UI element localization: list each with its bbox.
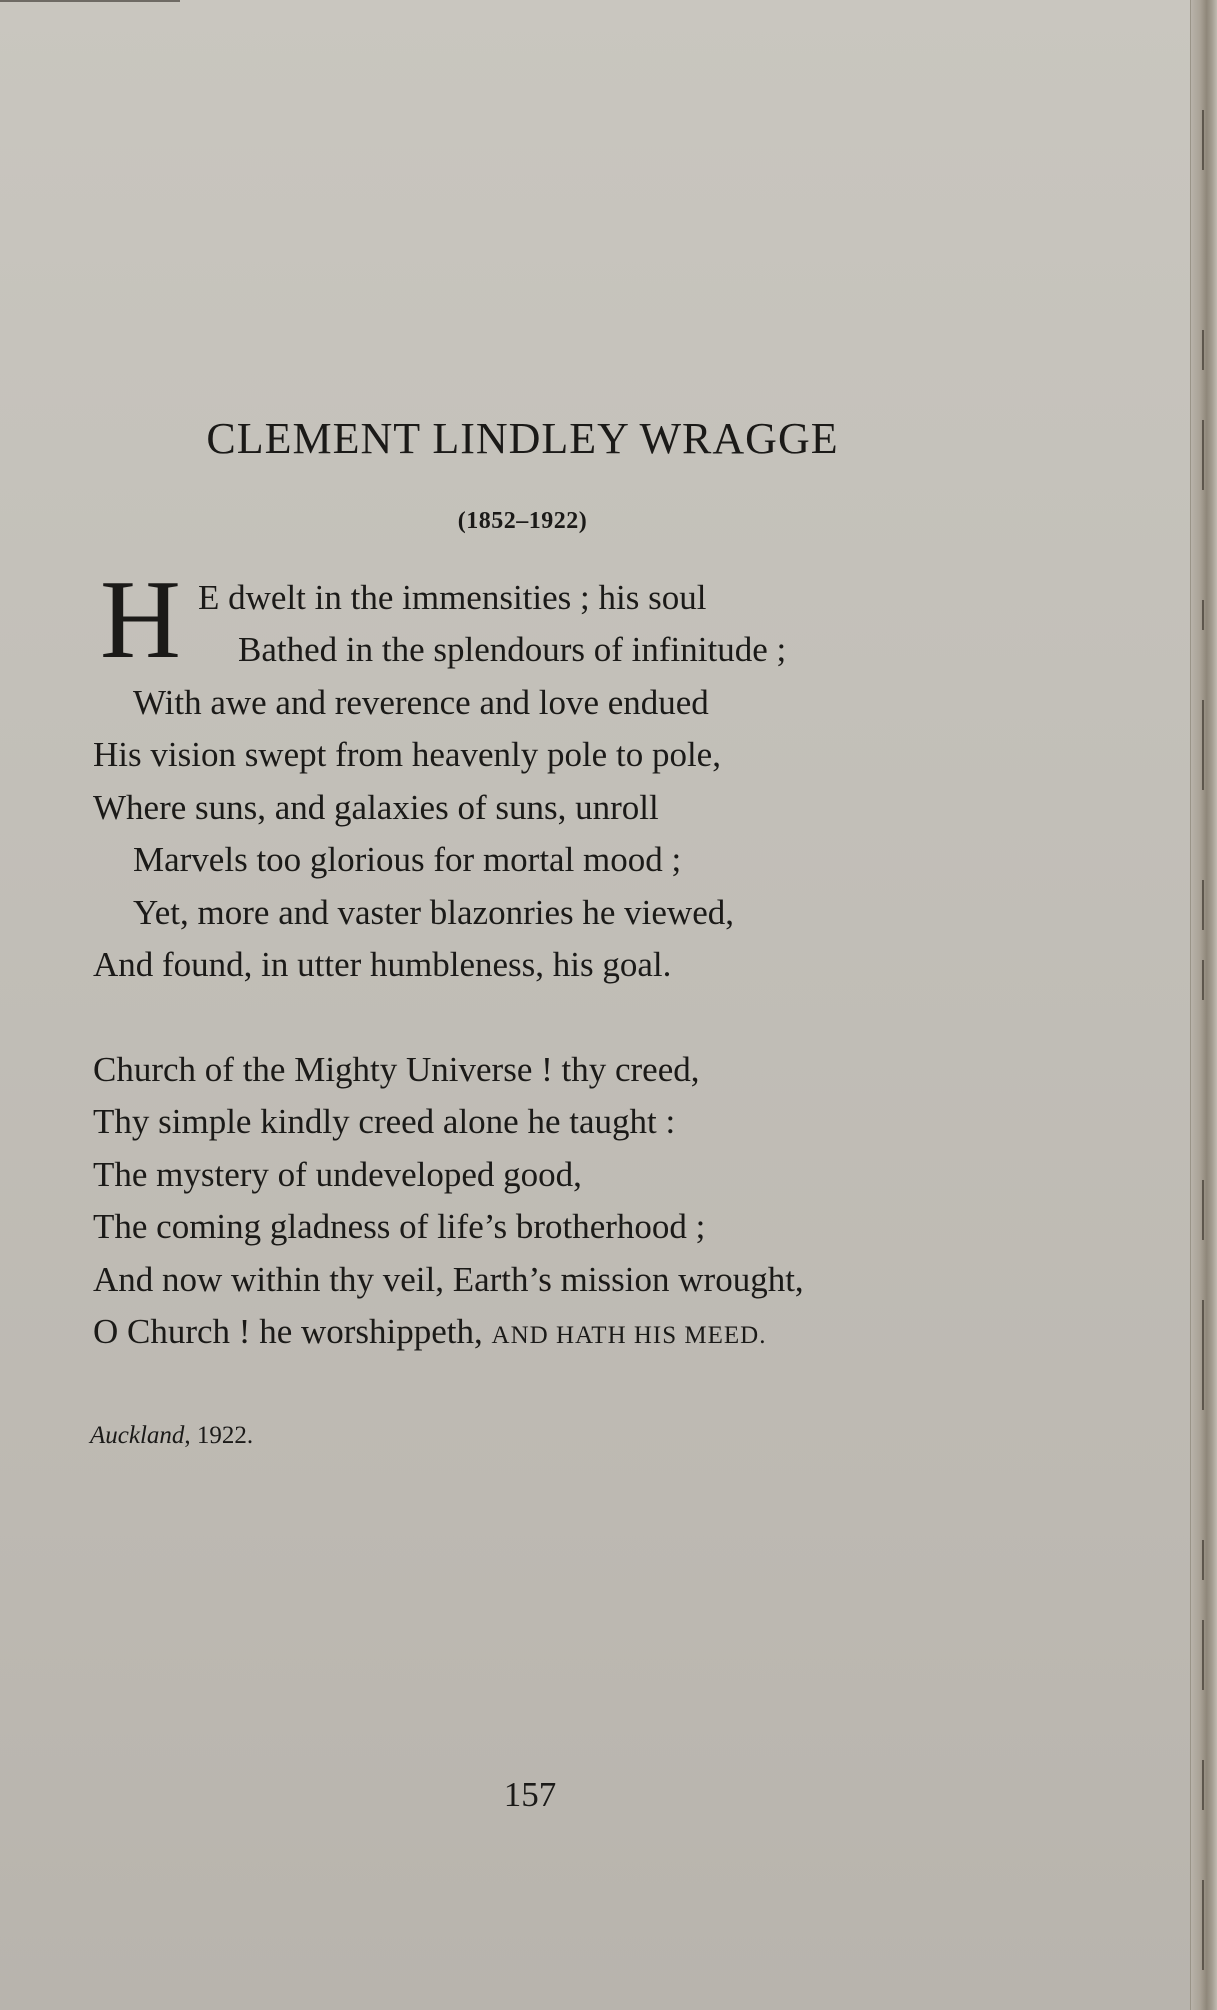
- last-line-small-caps: AND HATH HIS MEED.: [491, 1322, 767, 1349]
- poem-line: With awe and reverence and love endued: [133, 683, 709, 722]
- poem-line: Church of the Mighty Universe ! thy creed,: [93, 1050, 700, 1089]
- top-rule: [0, 0, 180, 2]
- edge-mark: [1202, 110, 1204, 170]
- edge-mark: [1202, 1540, 1204, 1580]
- drop-cap: H: [100, 558, 181, 682]
- edge-mark: [1202, 1620, 1204, 1690]
- edge-mark: [1202, 420, 1204, 490]
- poem-line: His vision swept from heavenly pole to pole,: [93, 735, 721, 774]
- edge-mark: [1202, 1180, 1204, 1240]
- poem-line: Thy simple kindly creed alone he taught :: [93, 1102, 676, 1141]
- poem-line: Yet, more and vaster blazonries he viewed,: [133, 893, 734, 932]
- edge-mark: [1202, 700, 1204, 790]
- edge-mark: [1202, 960, 1204, 1000]
- page-number: 157: [503, 1775, 557, 1814]
- poem-title: CLEMENT LINDLEY WRAGGE: [206, 414, 839, 463]
- poem-line: And found, in utter humbleness, his goal.: [93, 945, 672, 984]
- poem-line: And now within thy veil, Earth’s mission wrought,: [93, 1260, 804, 1299]
- edge-mark: [1202, 330, 1204, 370]
- poem-line: Where suns, and galaxies of suns, unroll: [93, 788, 659, 827]
- edge-mark: [1202, 1880, 1204, 1970]
- poem-line: Marvels too glorious for mortal mood ;: [133, 840, 682, 879]
- last-line-text: O Church ! he worshippeth,: [93, 1312, 492, 1351]
- poem-line: Bathed in the splendours of infinitude ;: [238, 630, 787, 669]
- edge-mark: [1202, 1760, 1204, 1810]
- edge-mark: [1202, 1300, 1204, 1410]
- poem-line: E dwelt in the immensities ; his soul: [198, 578, 707, 617]
- poem-last-line: [93, 1312, 766, 1356]
- place-and-year: [90, 1422, 253, 1450]
- place: Auckland: [90, 1422, 185, 1449]
- page-edge: [1190, 0, 1217, 2010]
- year: , 1922.: [184, 1422, 254, 1449]
- poem-line: The coming gladness of life’s brotherhood ;: [93, 1207, 706, 1246]
- poem-line: The mystery of undeveloped good,: [93, 1155, 582, 1194]
- life-dates: (1852–1922): [457, 508, 588, 534]
- edge-mark: [1202, 600, 1204, 630]
- edge-mark: [1202, 880, 1204, 930]
